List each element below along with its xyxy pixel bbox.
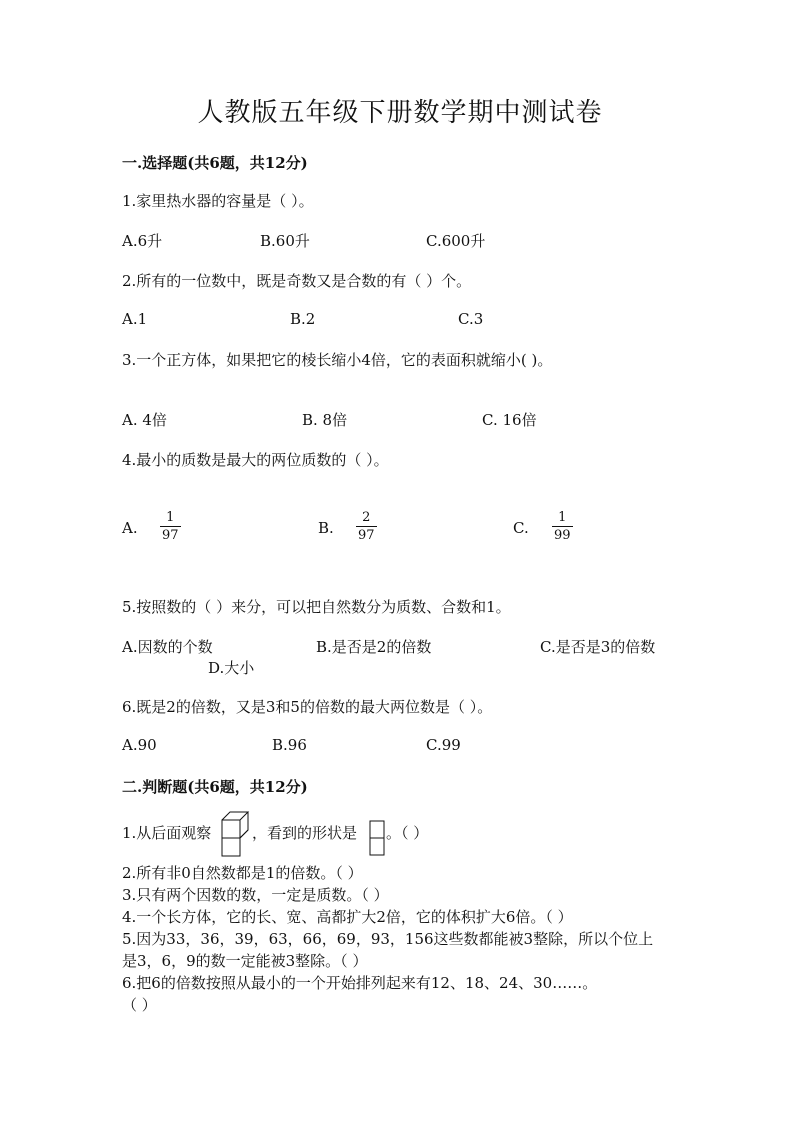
- fraction-numerator: 1: [558, 510, 567, 525]
- judgement-6-line-2: （ ）: [122, 996, 157, 1014]
- question-6-option-a: A.90: [122, 736, 157, 754]
- fraction-bar: [552, 526, 573, 527]
- question-5-option-c: C.是否是3的倍数: [540, 638, 656, 656]
- question-4-option-b-label: B.: [318, 519, 334, 537]
- fraction-bar: [160, 526, 181, 527]
- judgement-6-line-1: 6.把6的倍数按照从最小的一个开始排列起来有12、18、24、30……。: [122, 974, 598, 992]
- question-2-option-a: A.1: [122, 310, 148, 328]
- question-5-text: 5.按照数的（ ）来分，可以把自然数分为质数、合数和1。: [122, 598, 511, 616]
- judgement-1-mid: ，看到的形状是: [252, 824, 358, 842]
- judgement-4: 4.一个长方体，它的长、宽、高都扩大2倍，它的体积扩大6倍。（ ）: [122, 908, 573, 926]
- question-3-option-a: A. 4倍: [122, 411, 167, 429]
- question-1-option-c: C.600升: [426, 232, 486, 250]
- fraction-bar: [356, 526, 377, 527]
- question-2-option-c: C.3: [458, 310, 484, 328]
- fraction-denominator: 97: [162, 528, 179, 543]
- question-1-text: 1.家里热水器的容量是（ ）。: [122, 192, 314, 210]
- question-6-option-c: C.99: [426, 736, 461, 754]
- judgement-1-post: 。（ ）: [386, 824, 429, 842]
- judgement-2: 2.所有非0自然数都是1的倍数。（ ）: [122, 864, 363, 882]
- question-4-text: 4.最小的质数是最大的两位质数的（ ）。: [122, 451, 389, 469]
- page-title: 人教版五年级下册数学期中测试卷: [197, 98, 603, 128]
- question-5-option-b: B.是否是2的倍数: [316, 638, 432, 656]
- fraction-denominator: 97: [358, 528, 375, 543]
- question-3-text: 3.一个正方体，如果把它的棱长缩小4倍，它的表面积就缩小( )。: [122, 351, 553, 369]
- section-heading-judgement: 二.判断题(共6题，共12分): [122, 778, 308, 796]
- question-3-option-b: B. 8倍: [302, 411, 348, 429]
- judgement-5-line-1: 5.因为33，36，39，63，66，69，93，156这些数都能被3整除，所以个位上: [122, 930, 654, 948]
- judgement-3: 3.只有两个因数的数，一定是质数。（ ）: [122, 886, 389, 904]
- question-1-option-b: B.60升: [260, 232, 310, 250]
- cube-stack-icon: [220, 808, 250, 858]
- question-4-option-a-fraction: [160, 510, 181, 543]
- judgement-5-line-2: 是3，6，9的数一定能被3整除。（ ）: [122, 952, 368, 970]
- question-2-option-b: B.2: [290, 310, 316, 328]
- fraction-numerator: 1: [166, 510, 175, 525]
- question-3-option-c: C. 16倍: [482, 411, 537, 429]
- question-2-text: 2.所有的一位数中，既是奇数又是合数的有（ ）个。: [122, 272, 472, 290]
- question-4-option-a-label: A.: [122, 519, 138, 537]
- fraction-numerator: 2: [362, 510, 371, 525]
- question-4-option-c-label: C.: [513, 519, 529, 537]
- question-6-text: 6.既是2的倍数，又是3和5的倍数的最大两位数是（ ）。: [122, 698, 493, 716]
- judgement-1-pre: 1.从后面观察: [122, 824, 212, 842]
- two-square-shape-icon: [369, 820, 385, 856]
- question-5-option-d: D.大小: [208, 659, 255, 677]
- question-6-option-b: B.96: [272, 736, 307, 754]
- question-4-option-c-fraction: [552, 510, 573, 543]
- question-5-option-a: A.因数的个数: [122, 638, 213, 656]
- question-4-option-b-fraction: [356, 510, 377, 543]
- question-1-option-a: A.6升: [122, 232, 163, 250]
- section-heading-choice: 一.选择题(共6题，共12分): [122, 154, 308, 172]
- fraction-denominator: 99: [554, 528, 571, 543]
